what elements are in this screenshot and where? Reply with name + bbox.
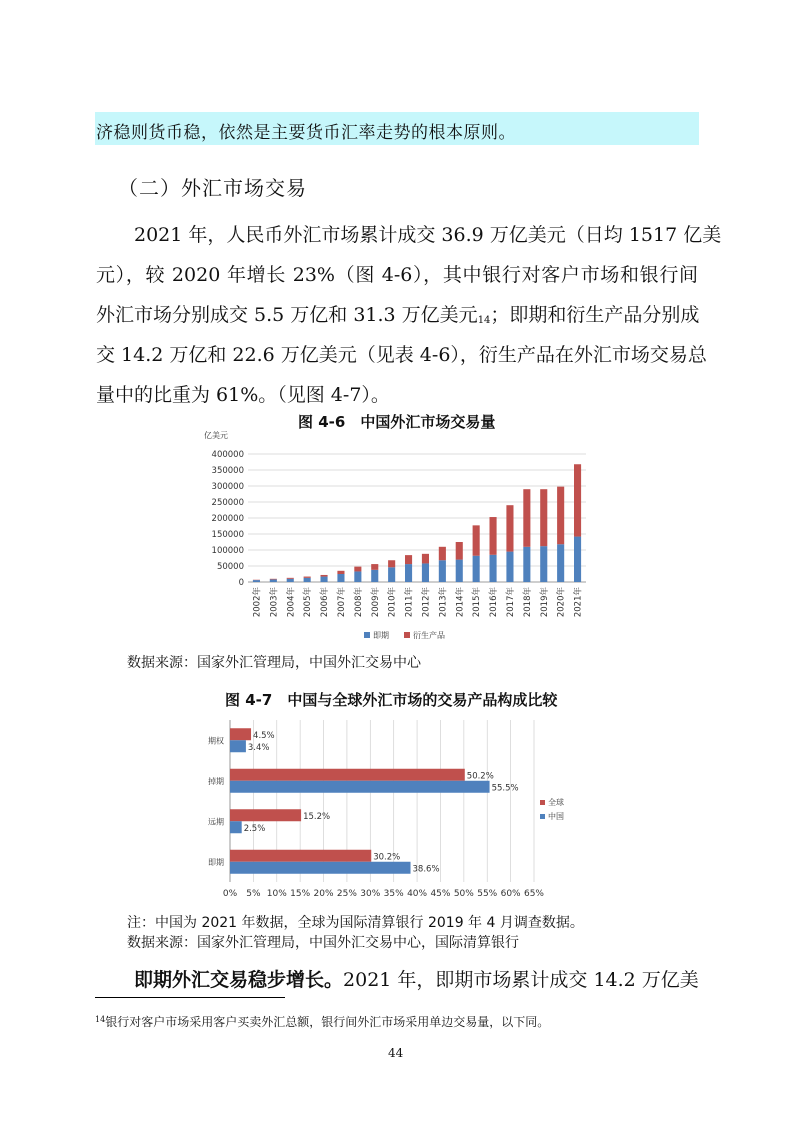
chart1-bar-derivative xyxy=(557,487,564,545)
chart1-y-tick: 200000 xyxy=(211,514,244,524)
figure-4-6-title: 图 4-6 中国外汇市场交易量 xyxy=(298,413,496,431)
closing-paragraph-lead: 即期外汇交易稳步增长。 xyxy=(134,969,344,991)
chart1-bar-derivative xyxy=(422,554,429,564)
chart1-bar-spot xyxy=(490,555,497,582)
chart1-bar-spot xyxy=(321,577,328,582)
chart1-y-tick: 100000 xyxy=(211,546,244,556)
chart1-bar-spot xyxy=(304,578,311,582)
chart1-bar-spot xyxy=(371,570,378,582)
footnote-rule xyxy=(95,997,285,998)
chart1-bar-derivative xyxy=(354,567,361,572)
closing-paragraph xyxy=(96,965,698,992)
chart1-bar-derivative xyxy=(490,517,497,555)
chart1-bar-derivative xyxy=(371,564,378,570)
chart2-bar-global xyxy=(230,809,301,821)
chart2-legend-swatch xyxy=(540,814,545,819)
chart1-bar-derivative xyxy=(270,579,277,580)
chart1-bar-spot xyxy=(506,552,513,582)
chart2-x-tick: 10% xyxy=(266,889,287,899)
chart1-bar-derivative xyxy=(337,571,344,574)
chart2-x-tick: 40% xyxy=(407,889,428,899)
figure-4-6-source: 数据来源：国家外汇管理局，中国外汇交易中心 xyxy=(127,655,421,671)
chart1-unit-label: 亿美元 xyxy=(204,431,228,440)
chart1-bar-spot xyxy=(388,567,395,582)
chart2-data-label: 15.2% xyxy=(303,811,331,822)
chart1-bar-derivative xyxy=(574,464,581,536)
footnote-ref[interactable]: 14 xyxy=(477,315,491,326)
chart2-bar-china xyxy=(230,821,242,833)
chart2-data-label: 50.2% xyxy=(466,771,494,782)
chart1-x-tick: 2011年 xyxy=(404,587,415,618)
chart2-data-label: 30.2% xyxy=(373,852,401,863)
section-heading: （二）外汇市场交易 xyxy=(118,176,307,200)
chart1-x-tick: 2021年 xyxy=(573,587,584,618)
volume-stacked-bar-chart xyxy=(196,428,596,648)
chart2-bar-china xyxy=(230,740,246,752)
chart2-x-tick: 0% xyxy=(222,889,238,899)
chart1-x-tick: 2009年 xyxy=(370,587,381,618)
chart1-x-tick: 2014年 xyxy=(455,587,466,618)
chart2-legend-label: 中国 xyxy=(548,812,564,821)
chart1-x-tick: 2010年 xyxy=(387,587,398,618)
chart1-bar-derivative xyxy=(540,489,547,546)
chart1-bar-spot xyxy=(473,556,480,582)
product-composition-bar-chart xyxy=(196,712,596,912)
chart1-y-tick: 300000 xyxy=(211,482,244,492)
paragraph-line-3 xyxy=(96,295,698,335)
paragraph-line-4: 交 14.2 万亿和 22.6 万亿美元（见表 4-6），衍生产品在外汇市场交易总 xyxy=(96,344,707,366)
chart1-x-tick: 2017年 xyxy=(505,587,516,618)
chart2-x-tick: 50% xyxy=(453,889,474,899)
chart2-category-label: 即期 xyxy=(208,857,224,867)
chart1-y-tick: 0 xyxy=(238,578,244,588)
chart1-x-tick: 2005年 xyxy=(303,587,314,618)
chart2-x-tick: 15% xyxy=(290,889,311,899)
chart1-bar-spot xyxy=(523,547,530,582)
figure-4-7-title: 图 4-7 中国与全球外汇市场的交易产品构成比较 xyxy=(225,691,558,709)
chart1-bar-spot xyxy=(540,546,547,582)
chart2-x-tick: 65% xyxy=(523,889,545,899)
chart2-x-tick: 35% xyxy=(383,889,404,899)
highlighted-sentence: 济稳则货币稳，依然是主要货币汇率走势的根本原则。 xyxy=(96,123,516,143)
chart1-bar-spot xyxy=(354,571,361,582)
footnote xyxy=(95,1013,549,1030)
paragraph-line-3a: 外汇市场分别成交 5.5 万亿和 31.3 万亿美元 xyxy=(96,304,478,326)
chart2-x-tick: 55% xyxy=(477,889,498,899)
chart1-bar-derivative xyxy=(287,578,294,579)
chart2-category-label: 期权 xyxy=(208,736,224,746)
paragraph-line-1: 2021 年，人民币外汇市场累计成交 36.9 万亿美元（日均 1517 亿美 xyxy=(134,224,722,246)
chart1-bar-spot xyxy=(439,560,446,582)
chart1-bar-spot xyxy=(405,564,412,582)
chart1-y-tick: 400000 xyxy=(211,450,244,460)
chart2-legend-label: 全球 xyxy=(548,798,564,807)
chart1-bar-derivative xyxy=(321,575,328,577)
chart1-x-tick: 2007年 xyxy=(336,587,347,618)
chart1-bar-derivative xyxy=(456,542,463,560)
chart2-bar-global xyxy=(230,850,371,862)
chart2-data-label: 55.5% xyxy=(491,783,519,794)
body-paragraph xyxy=(96,215,722,415)
chart1-x-tick: 2019年 xyxy=(539,587,550,618)
chart2-x-tick: 30% xyxy=(360,889,381,899)
chart2-data-label: 2.5% xyxy=(243,823,266,834)
chart1-x-tick: 2004年 xyxy=(286,587,297,618)
chart2-x-tick: 20% xyxy=(313,889,334,899)
chart1-x-tick: 2015年 xyxy=(472,587,483,618)
chart2-legend-swatch xyxy=(540,800,545,805)
paragraph-line-2: 元），较 2020 年增长 23%（图 4-6），其中银行对客户市场和银行间 xyxy=(96,264,698,286)
chart1-x-tick: 2020年 xyxy=(556,587,567,618)
footnote-text: 银行对客户市场采用客户买卖外汇总额，银行间外汇市场采用单边交易量，以下同。 xyxy=(105,1015,550,1029)
chart1-x-tick: 2013年 xyxy=(438,587,449,618)
chart1-bar-spot xyxy=(456,560,463,582)
page-number: 44 xyxy=(388,1046,404,1060)
chart1-y-tick: 250000 xyxy=(211,498,244,508)
chart1-legend-swatch xyxy=(364,632,370,638)
chart1-bar-spot xyxy=(557,544,564,582)
chart1-x-tick: 2018年 xyxy=(522,587,533,618)
chart1-bar-spot xyxy=(422,563,429,582)
chart1-bar-derivative xyxy=(506,505,513,551)
chart1-bar-derivative xyxy=(523,489,530,547)
chart1-y-tick: 150000 xyxy=(211,530,244,540)
chart1-bar-derivative xyxy=(439,547,446,560)
chart1-bar-spot xyxy=(270,579,277,582)
chart2-bar-china xyxy=(230,781,490,793)
chart2-x-tick: 5% xyxy=(246,889,261,899)
chart2-bar-global xyxy=(230,728,251,740)
chart1-bar-spot xyxy=(574,537,581,582)
chart1-x-tick: 2012年 xyxy=(421,587,432,618)
chart1-bar-spot xyxy=(287,579,294,582)
chart1-x-tick: 2003年 xyxy=(269,587,280,618)
closing-paragraph-text: 2021 年，即期市场累计成交 14.2 万亿美 xyxy=(343,969,699,991)
chart2-data-label: 38.6% xyxy=(412,864,440,875)
chart1-legend-label: 即期 xyxy=(373,631,389,640)
chart1-y-tick: 50000 xyxy=(216,562,244,572)
chart1-bar-spot xyxy=(253,580,260,582)
chart1-legend-label: 衍生产品 xyxy=(413,631,445,640)
chart1-legend-swatch xyxy=(404,632,410,638)
figure-4-7-source: 数据来源：国家外汇管理局，中国外汇交易中心，国际清算银行 xyxy=(127,935,519,951)
chart1-bar-derivative xyxy=(388,560,395,567)
chart1-x-tick: 2002年 xyxy=(252,587,263,618)
chart2-bar-global xyxy=(230,769,465,781)
chart1-bar-derivative xyxy=(405,555,412,564)
figure-4-7-note: 注：中国为 2021 年数据，全球为国际清算银行 2019 年 4 月调查数据。 xyxy=(127,915,584,931)
chart2-x-tick: 25% xyxy=(336,889,357,899)
paragraph-line-5: 量中的比重为 61%。（见图 4-7）。 xyxy=(96,384,390,406)
chart1-bar-spot xyxy=(337,574,344,582)
chart1-x-tick: 2008年 xyxy=(353,587,364,618)
paragraph-line-3b: ；即期和衍生产品分别成 xyxy=(490,304,700,326)
chart2-x-tick: 60% xyxy=(500,889,521,899)
chart2-category-label: 掉期 xyxy=(208,776,224,786)
chart1-x-tick: 2016年 xyxy=(489,587,500,618)
chart2-data-label: 3.4% xyxy=(247,742,270,753)
chart2-data-label: 4.5% xyxy=(253,730,275,741)
chart2-x-tick: 45% xyxy=(430,889,451,899)
chart1-bar-derivative xyxy=(473,525,480,555)
footnote-number: 14 xyxy=(95,1015,106,1024)
chart1-x-tick: 2006年 xyxy=(320,587,331,618)
chart2-category-label: 远期 xyxy=(208,817,224,827)
chart1-bar-derivative xyxy=(304,577,311,578)
chart1-y-tick: 350000 xyxy=(211,466,244,476)
chart2-bar-china xyxy=(230,862,411,874)
